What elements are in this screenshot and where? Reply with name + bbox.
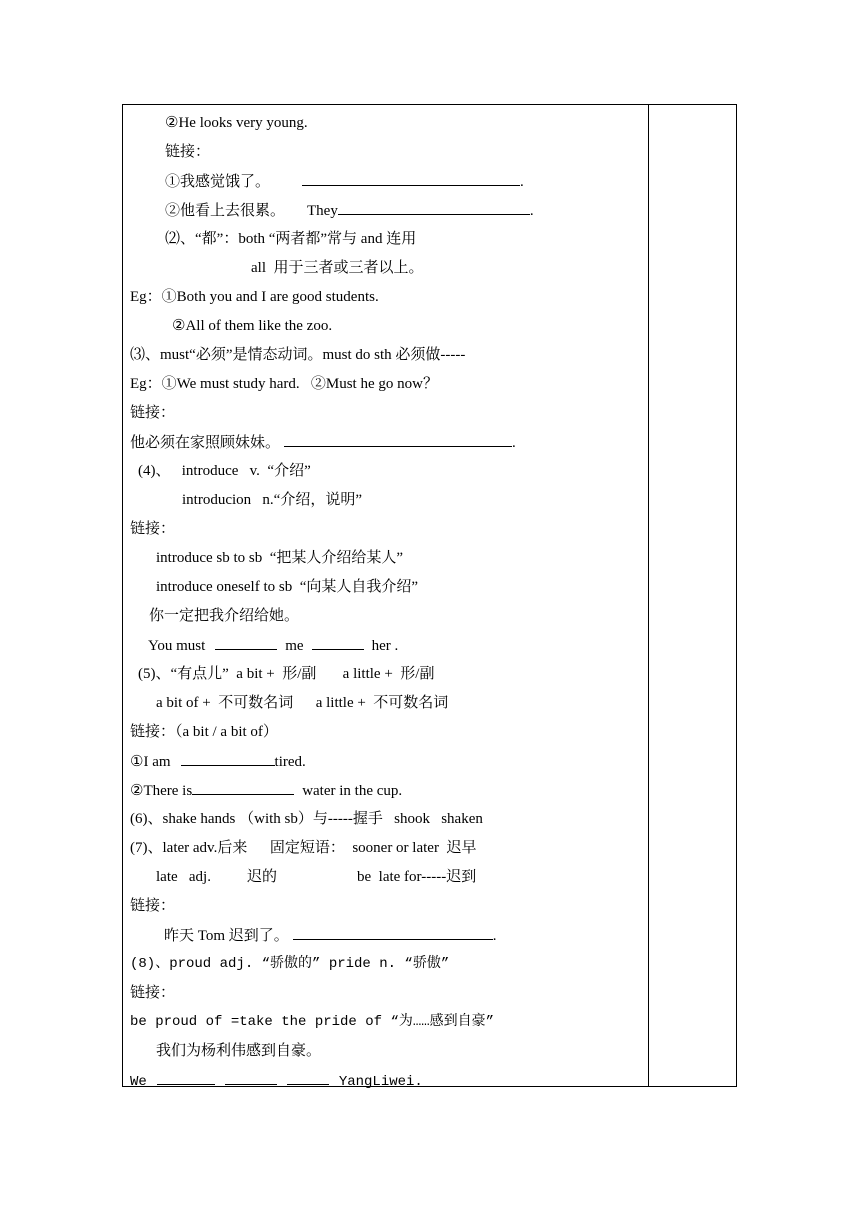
- answer-blank[interactable]: [215, 635, 277, 650]
- example-sentence: ②All of them like the zoo.: [172, 318, 333, 334]
- grammar-point: a bit of + 不可数名词 a little + 不可数名词: [156, 695, 449, 711]
- exercise-line: 他必须在家照顾妹妹。 .: [130, 432, 516, 453]
- exercise-line: ②There is water in the cup.: [130, 780, 402, 801]
- grammar-point: (4)、 introduce v. “介绍”: [138, 463, 311, 479]
- exercise-line: ①我感觉饿了。 .: [165, 171, 524, 192]
- grammar-point: introducion n.“介绍，说明”: [182, 492, 362, 508]
- link-heading: 链接：: [130, 898, 176, 914]
- grammar-point: all 用于三者或三者以上。: [251, 260, 424, 276]
- grammar-point: (8)、proud adj. “骄傲的” pride n. “骄傲”: [130, 956, 450, 972]
- exercise-line: You must me her .: [148, 635, 398, 656]
- example-sentence: Eg：①Both you and I are good students.: [130, 289, 379, 305]
- grammar-point: ⑶、must“必须”是情态动词。must do sth 必须做-----: [130, 347, 466, 363]
- answer-blank[interactable]: [181, 751, 275, 766]
- grammar-point: (5)、“有点儿” a bit + 形/副 a little + 形/副: [138, 666, 435, 682]
- table-column-divider: [648, 104, 649, 1087]
- grammar-point: (6)、shake hands （with sb）与-----握手 shook shaken: [130, 811, 483, 827]
- link-heading: 链接：: [130, 521, 176, 537]
- phrase-note: introduce sb to sb “把某人介绍给某人”: [156, 550, 404, 566]
- phrase-note: introduce oneself to sb “向某人自我介绍”: [156, 579, 419, 595]
- grammar-point: ⑵、“都”：both “两者都”常与 and 连用: [165, 231, 417, 247]
- answer-blank[interactable]: [293, 925, 493, 940]
- answer-blank[interactable]: [192, 780, 294, 795]
- grammar-point: (7)、later adv.后来 固定短语： sooner or later 迟早: [130, 840, 477, 856]
- answer-blank[interactable]: [302, 171, 520, 186]
- answer-blank[interactable]: [225, 1070, 277, 1085]
- answer-blank[interactable]: [284, 432, 512, 447]
- example-sentence: Eg：①We must study hard. ②Must he go now？: [130, 376, 438, 392]
- phrase-note: be proud of =take the pride of “为……感到自豪”: [130, 1014, 495, 1030]
- exercise-line: 昨天 Tom 迟到了。 .: [164, 925, 497, 946]
- grammar-point: late adj. 迟的 be late for-----迟到: [156, 869, 477, 885]
- exercise-line: ②他看上去很累。 They .: [165, 200, 534, 221]
- exercise-line: We YangLiwei.: [130, 1070, 423, 1092]
- exercise-prompt: 我们为杨利伟感到自豪。: [156, 1043, 322, 1059]
- answer-blank[interactable]: [157, 1070, 215, 1085]
- example-sentence: ②He looks very young.: [165, 115, 308, 131]
- link-heading: 链接：: [130, 405, 176, 421]
- answer-blank[interactable]: [312, 635, 364, 650]
- exercise-prompt: 你一定把我介绍给她。: [149, 608, 300, 624]
- link-heading: 链接：（a bit / a bit of）: [130, 724, 278, 740]
- exercise-line: ①I am tired.: [130, 751, 306, 772]
- link-heading: 链接：: [165, 144, 211, 160]
- link-heading: 链接：: [130, 985, 176, 1001]
- answer-blank[interactable]: [287, 1070, 329, 1085]
- answer-blank[interactable]: [338, 200, 530, 215]
